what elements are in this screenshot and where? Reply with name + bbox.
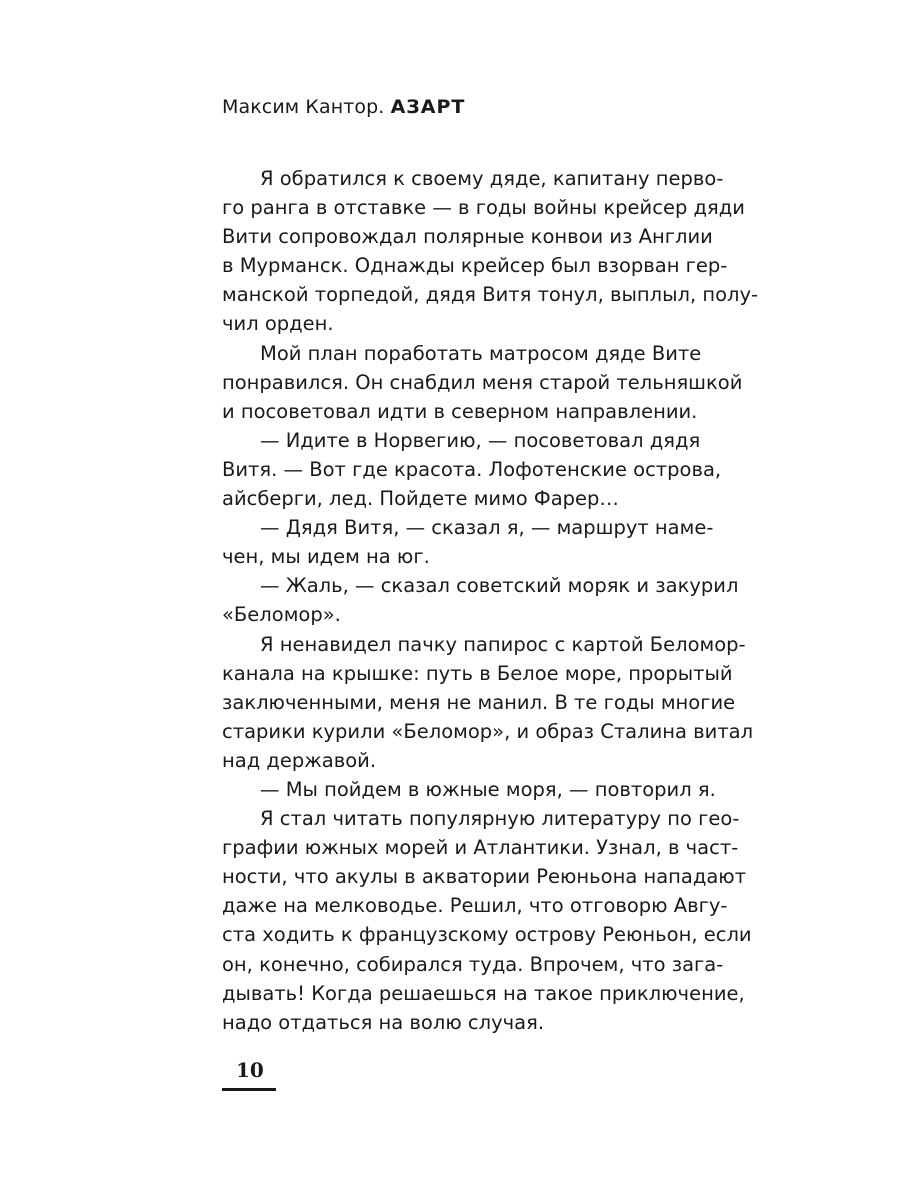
page-folio xyxy=(222,1058,276,1091)
text-line: дывать! Когда решаешься на такое приключение, xyxy=(222,981,745,1005)
text-line: Я стал читать популярную литературу по гео- xyxy=(260,807,740,831)
text-line: ности, что акулы в акватории Реюньона нападают xyxy=(222,865,747,889)
text-line: го ранга в отставке — в годы войны крейсер дяди xyxy=(222,196,745,220)
text-line: понравился. Он снабдил меня старой тельняшкой xyxy=(222,370,743,394)
text-line: в Мурманск. Однажды крейсер был взорван гер- xyxy=(222,254,728,278)
text-line: айсберги, лед. Пойдете мимо Фарер… xyxy=(222,487,619,511)
text-line: Мой план поработать матросом дяде Вите xyxy=(260,341,702,365)
running-head xyxy=(222,96,465,118)
text-line: заключенными, меня не манил. В те годы многие xyxy=(222,690,736,714)
body-text xyxy=(222,164,759,1037)
text-line: Вити сопровождал полярные конвои из Англии xyxy=(222,225,713,249)
text-line: Витя. — Вот где красота. Лофотенские острова, xyxy=(222,457,722,481)
text-line: чен, мы идем на юг. xyxy=(222,545,430,569)
text-line: — Дядя Витя, — сказал я, — маршрут наме- xyxy=(260,516,714,540)
text-line: чил орден. xyxy=(222,312,334,336)
text-line: старики курили «Беломор», и образ Сталина витал xyxy=(222,719,754,743)
text-line: Я обратился к своему дяде, капитану перво- xyxy=(260,167,724,190)
text-line: — Жаль, — сказал советский моряк и закурил xyxy=(260,574,739,598)
text-line: даже на мелководье. Решил, что отговорю Авгу- xyxy=(222,894,728,918)
text-line: «Беломор». xyxy=(222,603,341,627)
text-line: — Идите в Норвегию, — посоветовал дядя xyxy=(260,428,701,452)
text-line: графии южных морей и Атлантики. Узнал, в част- xyxy=(222,836,739,860)
text-line: ста ходить к французскому острову Реюньон, если xyxy=(222,923,752,947)
text-line: манской торпедой, дядя Витя тонул, выплыл, полу- xyxy=(222,283,759,307)
text-line: надо отдаться на волю случая. xyxy=(222,1010,545,1034)
folio-rule xyxy=(222,1088,276,1091)
text-line: — Мы пойдем в южные моря, — повторил я. xyxy=(260,777,716,801)
text-line: и посоветовал идти в северном направлении. xyxy=(222,399,698,423)
page-number: 10 xyxy=(236,1058,264,1082)
running-head-author: Максим Кантор. xyxy=(222,96,391,118)
text-line: над державой. xyxy=(222,748,377,772)
running-head-book-title: АЗАРТ xyxy=(390,96,466,118)
text-line: он, конечно, собирался туда. Впрочем, что зага- xyxy=(222,952,724,976)
text-line: канала на крышке: путь в Белое море, прорытый xyxy=(222,661,733,685)
text-line: Я ненавидел пачку папирос с картой Беломор- xyxy=(260,632,746,656)
